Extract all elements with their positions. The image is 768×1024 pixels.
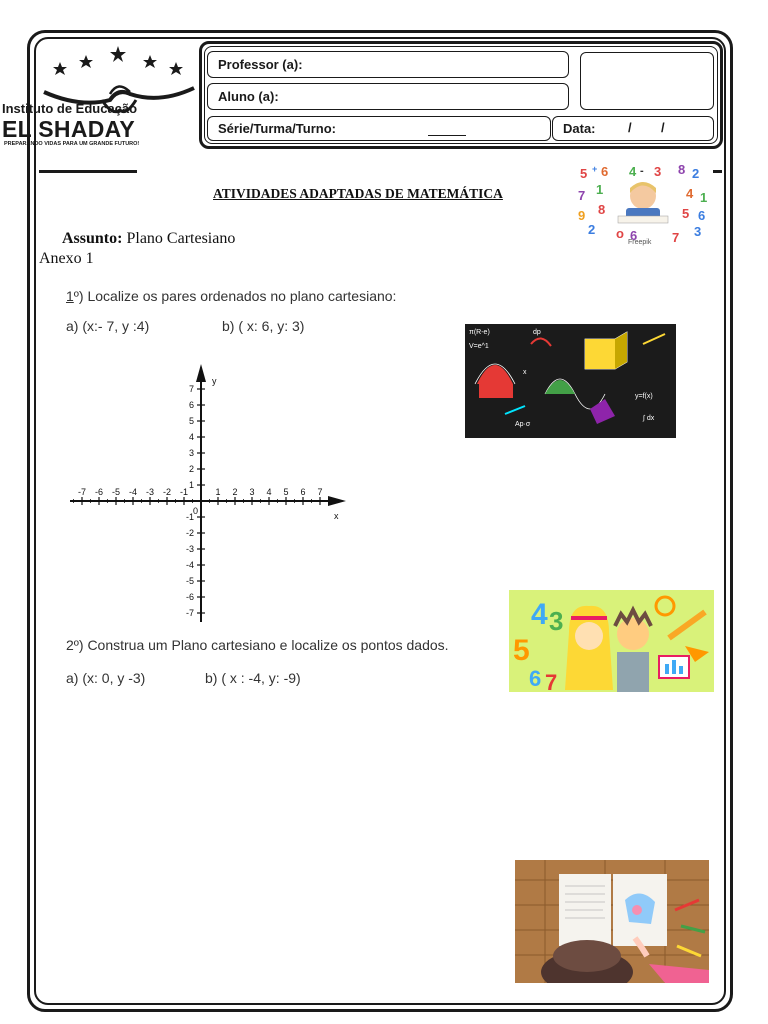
subject-line xyxy=(62,230,235,248)
question-1-number: 1 xyxy=(66,288,74,304)
y-tick-label: 3 xyxy=(188,448,194,458)
divider-tick xyxy=(713,170,722,173)
y-tick-label: 7 xyxy=(188,384,194,394)
svg-text:7: 7 xyxy=(545,670,558,692)
x-axis-arrow xyxy=(328,496,346,506)
y-axis-label: y xyxy=(212,376,217,386)
question-2-item-b: b) ( x : -4, y: -9) xyxy=(205,670,301,686)
svg-text:1: 1 xyxy=(700,190,708,205)
svg-text:5: 5 xyxy=(580,166,588,181)
svg-text:8: 8 xyxy=(598,202,606,217)
svg-text:7: 7 xyxy=(672,230,680,245)
y-tick-label: 4 xyxy=(188,432,194,442)
y-tick-label: -1 xyxy=(185,512,194,522)
divider-line xyxy=(39,170,137,173)
question-1-body: º) Localize os pares ordenados no plano cartesiano: xyxy=(73,288,397,304)
x-tick-label: 7 xyxy=(317,487,323,497)
x-tick-label: -3 xyxy=(145,487,155,497)
x-tick-label: 1 xyxy=(215,487,221,497)
y-tick-label: 5 xyxy=(188,416,194,426)
svg-text:x: x xyxy=(523,369,527,376)
y-tick-label: 6 xyxy=(188,400,194,410)
question-2-text: 2º) Construa um Plano cartesiano e localize os pontos dados. xyxy=(66,637,449,653)
image-credit: Freepik xyxy=(628,239,652,246)
cartesian-plane xyxy=(64,360,354,626)
svg-text:-: - xyxy=(640,165,644,177)
x-tick-label: -6 xyxy=(94,487,104,497)
x-tick-label: 6 xyxy=(300,487,306,497)
date-field[interactable] xyxy=(552,116,714,141)
svg-text:π(R-e): π(R-e) xyxy=(469,329,490,336)
question-1-item-b: b) ( x: 6, y: 3) xyxy=(222,318,305,334)
x-tick-label: -1 xyxy=(179,487,189,497)
annex-label: Anexo 1 xyxy=(39,250,94,267)
y-tick-label: 2 xyxy=(188,464,194,474)
svg-text:6: 6 xyxy=(601,164,609,179)
question-1-text xyxy=(66,288,396,304)
x-tick-label: 5 xyxy=(283,487,289,497)
logo-institute-text: Instituto de Educação xyxy=(2,101,138,116)
date-slash-2: / xyxy=(661,120,665,135)
svg-text:5: 5 xyxy=(513,634,530,667)
svg-text:V=e^1: V=e^1 xyxy=(469,343,489,350)
aluno-label: Aluno (a): xyxy=(218,89,279,104)
svg-text:3: 3 xyxy=(549,606,564,636)
y-tick-label: -5 xyxy=(185,576,194,586)
y-tick-label: -2 xyxy=(185,528,194,538)
math-chalkboard-image xyxy=(465,324,676,438)
date-slash-1: / xyxy=(628,120,632,135)
x-axis-label: x xyxy=(334,511,339,521)
professor-label: Professor (a): xyxy=(218,57,303,72)
y-tick-label: -6 xyxy=(185,592,194,602)
x-tick-label: -7 xyxy=(77,487,87,497)
logo-school-name: EL SHADAY xyxy=(2,116,136,142)
professor-field[interactable] xyxy=(207,51,569,78)
question-1-item-a: a) (x:- 7, y :4) xyxy=(66,318,150,334)
svg-text:6: 6 xyxy=(630,228,638,243)
kid-numbers-image xyxy=(574,158,712,248)
x-tick-label: 4 xyxy=(266,487,272,497)
serie-field[interactable] xyxy=(207,116,551,141)
x-tick-label: -5 xyxy=(111,487,121,497)
turno-blank-line xyxy=(428,135,466,136)
svg-text:6: 6 xyxy=(698,208,706,223)
y-tick-label: 1 xyxy=(188,480,194,490)
svg-text:4: 4 xyxy=(629,164,637,179)
photo-box xyxy=(580,52,714,110)
question-2-item-a: a) (x: 0, y -3) xyxy=(66,670,146,686)
svg-text:3: 3 xyxy=(694,224,702,239)
origin-label: 0 xyxy=(192,506,198,516)
svg-text:5: 5 xyxy=(682,206,690,221)
child-drawing-image xyxy=(515,860,709,983)
subject-label: Assunto: xyxy=(62,230,123,247)
kids-math-cartoon-image xyxy=(509,590,714,692)
svg-text:dp: dp xyxy=(533,329,541,336)
svg-text:9: 9 xyxy=(578,208,586,223)
serie-label: Série/Turma/Turno: xyxy=(218,121,336,136)
svg-text:4: 4 xyxy=(531,598,548,631)
y-axis-arrow xyxy=(196,364,206,382)
y-tick-label: -7 xyxy=(185,608,194,618)
y-tick-label: -4 xyxy=(185,560,194,570)
x-tick-label: 2 xyxy=(232,487,238,497)
x-tick-label: -2 xyxy=(162,487,172,497)
date-label: Data: xyxy=(563,121,596,136)
svg-text:∫ dx: ∫ dx xyxy=(643,415,655,422)
svg-text:3: 3 xyxy=(654,164,662,179)
x-tick-label: -4 xyxy=(128,487,138,497)
svg-text:2: 2 xyxy=(692,166,700,181)
svg-text:4: 4 xyxy=(686,186,694,201)
svg-text:1: 1 xyxy=(596,182,604,197)
svg-text:6: 6 xyxy=(529,666,542,691)
svg-text:+: + xyxy=(592,164,598,174)
aluno-field[interactable] xyxy=(207,83,569,110)
svg-text:7: 7 xyxy=(578,188,586,203)
y-tick-label: -3 xyxy=(185,544,194,554)
x-tick-label: 3 xyxy=(249,487,255,497)
svg-text:Ap·σ: Ap·σ xyxy=(515,421,531,428)
document-title: ATIVIDADES ADAPTADAS DE MATEMÁTICA xyxy=(213,186,503,201)
subject-value: Plano Cartesiano xyxy=(126,230,236,247)
svg-text:y=f(x): y=f(x) xyxy=(635,393,653,400)
svg-text:o: o xyxy=(616,226,624,241)
svg-text:2: 2 xyxy=(588,222,596,237)
svg-text:8: 8 xyxy=(678,162,686,177)
logo-slogan: PREPARANDO VIDAS PARA UM GRANDE FUTURO! xyxy=(4,141,140,147)
